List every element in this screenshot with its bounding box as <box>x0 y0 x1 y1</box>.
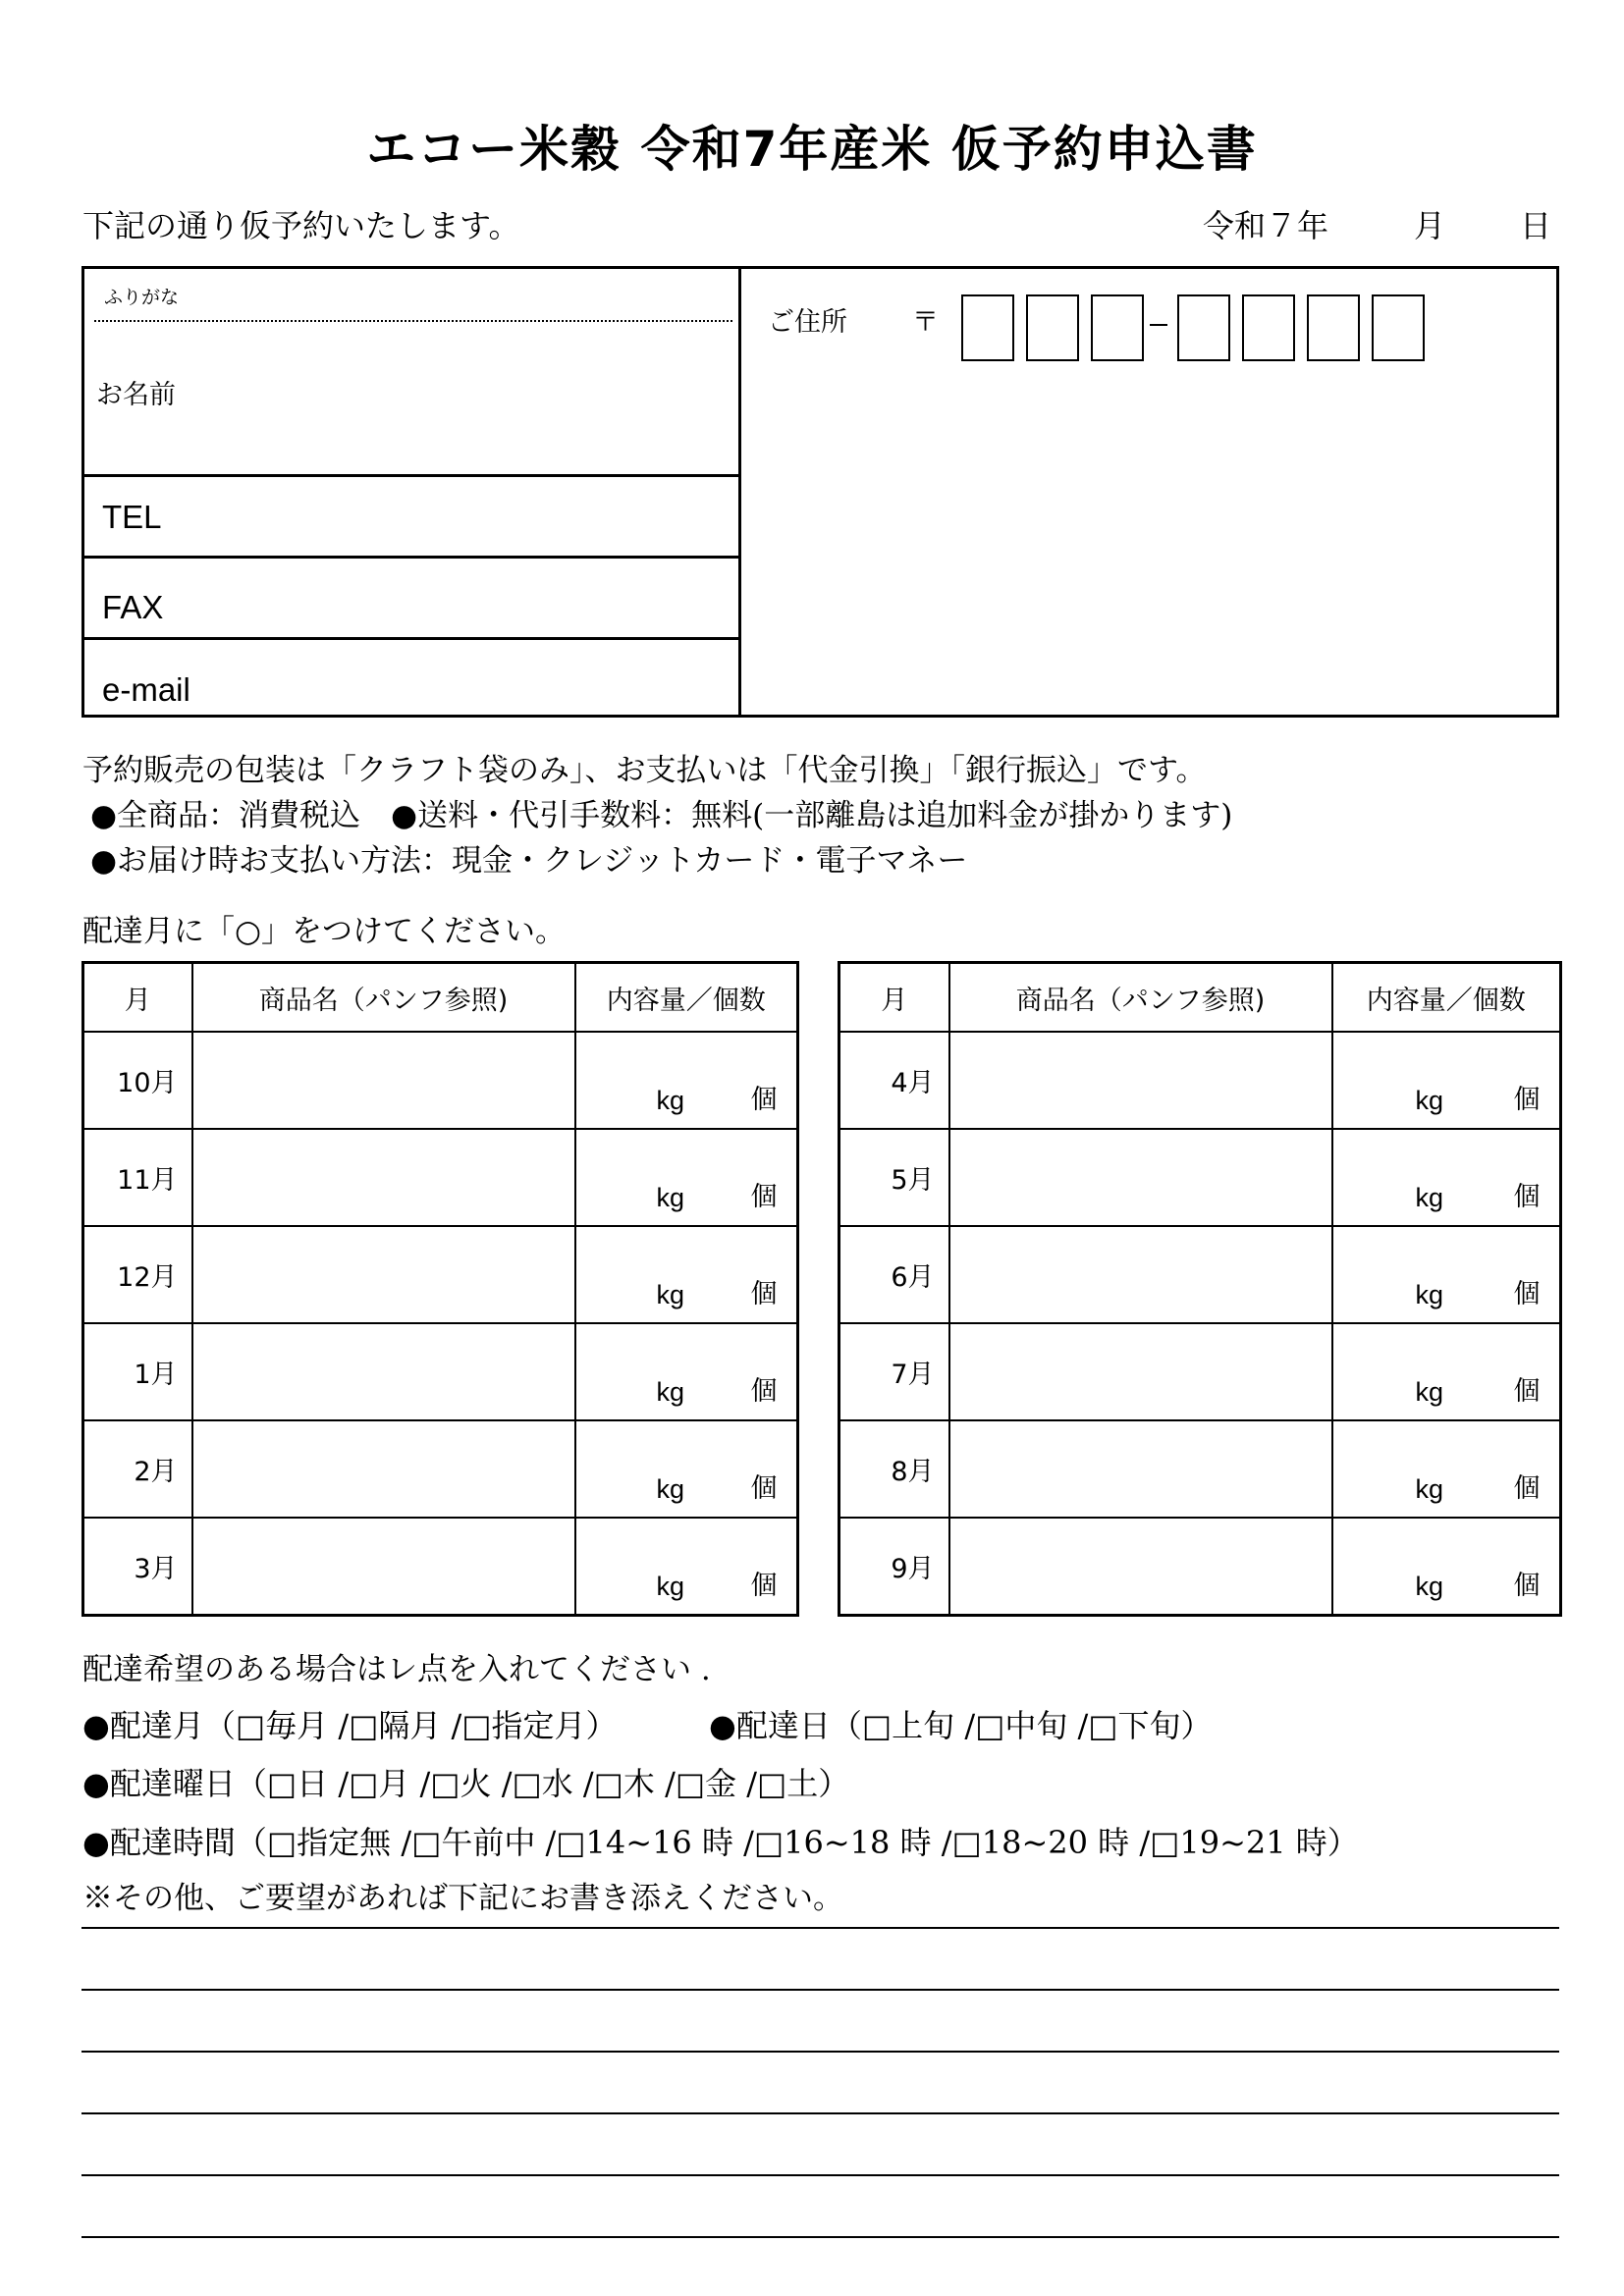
unit-count-label: 個 <box>1513 1182 1541 1212</box>
unit-count-label: 個 <box>1513 1473 1541 1504</box>
name-label: お名前 <box>96 380 176 410</box>
table-row <box>839 1323 1561 1420</box>
month-cell[interactable]: 1月 <box>83 1323 192 1420</box>
month-instruction: 配達月に「○」をつけてください。 <box>82 914 567 949</box>
qty-cell[interactable] <box>575 1129 798 1226</box>
header-month: 月 <box>839 963 949 1033</box>
qty-cell[interactable] <box>575 1226 798 1323</box>
furigana-label: ふりがな <box>104 287 180 308</box>
qty-cell[interactable] <box>1332 1323 1561 1420</box>
writing-line <box>81 1927 1559 1929</box>
postal-code-box[interactable] <box>1026 294 1079 361</box>
month-cell[interactable]: 8月 <box>839 1420 949 1518</box>
other-requests-note: ※その他、ご要望があれば下記にお書き添えください。 <box>82 1881 843 1916</box>
unit-kg-label: kg <box>656 1086 685 1115</box>
table-row <box>839 1032 1561 1129</box>
product-cell[interactable] <box>192 1323 575 1420</box>
table-row <box>83 1518 798 1616</box>
qty-cell[interactable] <box>1332 1226 1561 1323</box>
divider <box>84 556 738 559</box>
postal-code-box[interactable] <box>1307 294 1360 361</box>
table-row <box>839 1420 1561 1518</box>
unit-count-label: 個 <box>750 1571 778 1601</box>
postal-dash <box>1150 324 1167 326</box>
unit-kg-label: kg <box>1415 1474 1444 1504</box>
delivery-day-options[interactable]: ●配達日（□上旬 /□中旬 /□下旬） <box>709 1707 1213 1744</box>
unit-kg-label: kg <box>1415 1377 1444 1407</box>
month-cell[interactable]: 3月 <box>83 1518 192 1616</box>
month-cell[interactable]: 9月 <box>839 1518 949 1616</box>
product-cell[interactable] <box>192 1420 575 1518</box>
table-row <box>839 1129 1561 1226</box>
qty-cell[interactable] <box>575 1323 798 1420</box>
unit-kg-label: kg <box>656 1377 685 1407</box>
table-row <box>83 1129 798 1226</box>
unit-kg-label: kg <box>1415 1572 1444 1601</box>
table-row <box>83 1420 798 1518</box>
packaging-note: 予約販売の包装は「クラフト袋のみ」、お支払いは「代金引換」「銀行振込」です。 <box>82 753 1207 788</box>
unit-count-label: 個 <box>750 1473 778 1504</box>
unit-kg-label: kg <box>656 1572 685 1601</box>
postal-code-box[interactable] <box>1177 294 1230 361</box>
email-label: e-mail <box>102 671 190 708</box>
qty-cell[interactable] <box>1332 1420 1561 1518</box>
unit-kg-label: kg <box>1415 1183 1444 1212</box>
qty-cell[interactable] <box>575 1032 798 1129</box>
product-cell[interactable] <box>949 1226 1332 1323</box>
delivery-weekday-options[interactable]: ●配達曜日（□日 /□月 /□火 /□水 /□木 /□金 /□土） <box>82 1765 850 1802</box>
table-row <box>83 1323 798 1420</box>
unit-count-label: 個 <box>1513 1279 1541 1309</box>
writing-line <box>81 2236 1559 2238</box>
unit-count-label: 個 <box>1513 1085 1541 1115</box>
qty-cell[interactable] <box>575 1518 798 1616</box>
qty-cell[interactable] <box>1332 1518 1561 1616</box>
postal-code-box[interactable] <box>1242 294 1295 361</box>
postal-mark: 〒 <box>912 307 939 338</box>
table-row <box>839 1518 1561 1616</box>
qty-cell[interactable] <box>575 1420 798 1518</box>
product-cell[interactable] <box>949 1032 1332 1129</box>
unit-count-label: 個 <box>750 1279 778 1309</box>
delivery-month-options[interactable]: ●配達月（□毎月 /□隔月 /□指定月） <box>82 1707 618 1744</box>
unit-count-label: 個 <box>750 1085 778 1115</box>
postal-code-box[interactable] <box>1372 294 1425 361</box>
month-cell[interactable]: 7月 <box>839 1323 949 1420</box>
month-cell[interactable]: 5月 <box>839 1129 949 1226</box>
unit-kg-label: kg <box>1415 1280 1444 1309</box>
writing-line <box>81 2112 1559 2114</box>
writing-line <box>81 2051 1559 2053</box>
month-cell[interactable]: 10月 <box>83 1032 192 1129</box>
product-cell[interactable] <box>949 1323 1332 1420</box>
month-cell[interactable]: 12月 <box>83 1226 192 1323</box>
product-cell[interactable] <box>192 1129 575 1226</box>
divider <box>84 474 738 477</box>
table-row <box>83 1032 798 1129</box>
address-label: ご住所 <box>768 307 847 338</box>
unit-kg-label: kg <box>1415 1086 1444 1115</box>
divider <box>84 637 738 640</box>
header-month: 月 <box>83 963 192 1033</box>
divider <box>738 269 741 715</box>
unit-count-label: 個 <box>750 1182 778 1212</box>
month-cell[interactable]: 6月 <box>839 1226 949 1323</box>
unit-count-label: 個 <box>750 1376 778 1407</box>
qty-cell[interactable] <box>1332 1129 1561 1226</box>
unit-count-label: 個 <box>1513 1376 1541 1407</box>
unit-kg-label: kg <box>656 1474 685 1504</box>
month-cell[interactable]: 4月 <box>839 1032 949 1129</box>
page-title: エコー米穀 令和7年産米 仮予約申込書 <box>366 121 1258 178</box>
unit-count-label: 個 <box>1513 1571 1541 1601</box>
payment-note: ●お届け時お支払い方法：現金・クレジットカード・電子マネー <box>90 843 968 879</box>
postal-code-box[interactable] <box>961 294 1014 361</box>
product-cell[interactable] <box>949 1129 1332 1226</box>
header-product: 商品名（パンフ参照) <box>949 963 1332 1033</box>
date-era-year: 令和７年 <box>1203 207 1329 244</box>
postal-code-box[interactable] <box>1091 294 1144 361</box>
header-product: 商品名（パンフ参照) <box>192 963 575 1033</box>
tel-label: TEL <box>102 499 162 535</box>
order-table-left <box>81 961 799 1617</box>
header-qty: 内容量／個数 <box>1332 963 1561 1033</box>
delivery-time-options[interactable]: ●配達時間（□指定無 /□午前中 /□14~16 時 /□16~18 時 /□18~20 時 /□19~21 時） <box>82 1824 1359 1861</box>
product-cell[interactable] <box>949 1420 1332 1518</box>
product-cell[interactable] <box>192 1032 575 1129</box>
intro-text: 下記の通り仮予約いたします。 <box>82 207 520 244</box>
qty-cell[interactable] <box>1332 1032 1561 1129</box>
customer-info-box <box>81 266 1559 718</box>
unit-kg-label: kg <box>656 1183 685 1212</box>
furigana-divider <box>94 320 732 322</box>
product-cell[interactable] <box>192 1518 575 1616</box>
date-day: 日 <box>1520 207 1552 244</box>
fax-label: FAX <box>102 589 164 625</box>
product-cell[interactable] <box>192 1226 575 1323</box>
header-qty: 内容量／個数 <box>575 963 798 1033</box>
month-cell[interactable]: 2月 <box>83 1420 192 1518</box>
unit-kg-label: kg <box>656 1280 685 1309</box>
delivery-instruction: 配達希望のある場合はレ点を入れてください . <box>82 1652 711 1687</box>
tax-shipping-note: ●全商品：消費税込 ●送料・代引手数料：無料(一部離島は追加料金が掛かります) <box>90 798 1233 833</box>
table-row <box>83 1226 798 1323</box>
order-table-right <box>838 961 1562 1617</box>
date-month: 月 <box>1414 207 1446 244</box>
month-cell[interactable]: 11月 <box>83 1129 192 1226</box>
writing-line <box>81 2174 1559 2176</box>
table-row <box>839 1226 1561 1323</box>
writing-line <box>81 1989 1559 1991</box>
product-cell[interactable] <box>949 1518 1332 1616</box>
